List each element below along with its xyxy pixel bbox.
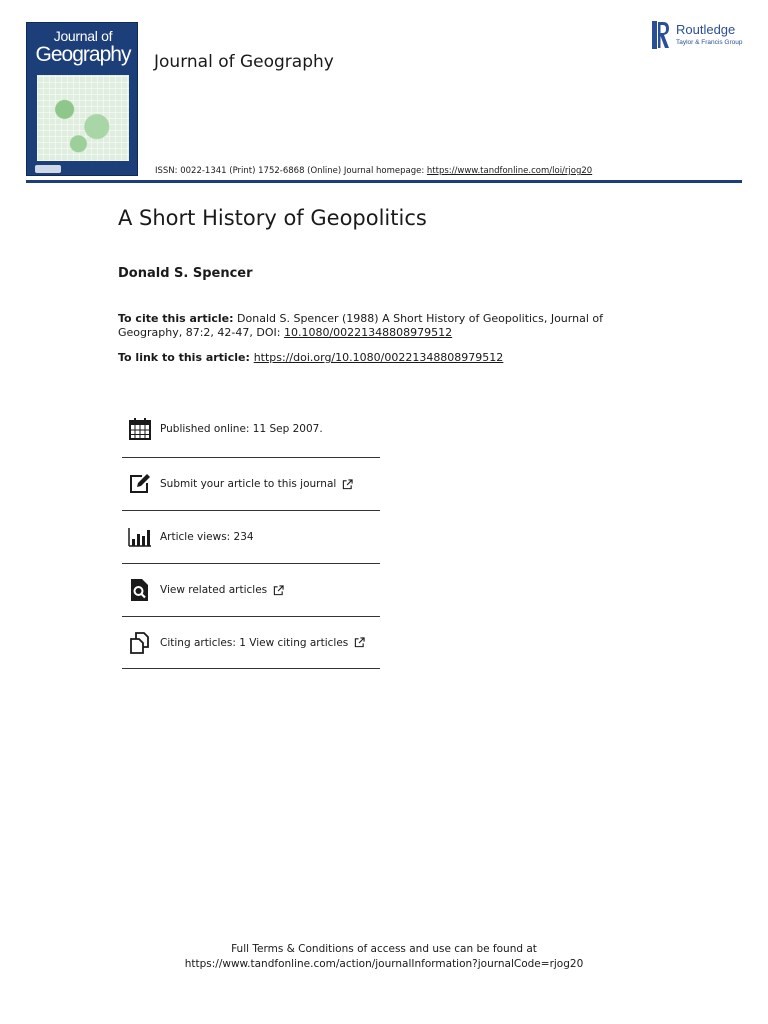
citing-articles-row[interactable] [122, 617, 380, 669]
cover-title [27, 29, 138, 65]
cover-title-line2: Geography [35, 43, 131, 66]
footer-line-1: Full Terms & Conditions of access and use can be found at [231, 943, 537, 955]
published-online-row [122, 400, 380, 458]
article-doi-link[interactable]: https://doi.org/10.1080/00221348808979512 [253, 351, 504, 364]
external-link-icon [273, 585, 284, 596]
external-link-icon [342, 479, 353, 490]
cover-title-line1: Journal of [53, 28, 113, 44]
related-articles-row[interactable] [122, 564, 380, 617]
citation-block [118, 312, 638, 340]
external-link-icon [354, 637, 365, 648]
article-title: A Short History of Geopolitics [118, 206, 427, 230]
citing-documents-icon [128, 631, 152, 655]
calendar-icon [128, 417, 152, 441]
cite-doi-link[interactable]: 10.1080/00221348808979512 [283, 326, 453, 339]
submit-article-row[interactable] [122, 458, 380, 511]
published-online-text: Published online: 11 Sep 2007. [160, 422, 323, 435]
submit-article-link[interactable]: Submit your article to this journal [160, 478, 337, 490]
journal-cover-image [26, 22, 138, 176]
journal-homepage-link[interactable]: https://www.tandfonline.com/loi/rjog20 [426, 166, 593, 176]
citing-articles-link[interactable]: Citing articles: 1 View citing articles [160, 636, 349, 649]
bar-chart-icon [128, 525, 152, 549]
cite-label: To cite this article: [118, 312, 234, 325]
edit-pencil-icon [128, 472, 152, 496]
link-label: To link to this article: [118, 351, 254, 364]
issn-line [155, 166, 592, 176]
article-views-row [122, 511, 380, 564]
cite-text: Donald S. Spencer (1988) A Short History of Geopolitics, Journal of Geography, 87:2, 42-47, DOI: [118, 312, 603, 339]
article-author: Donald S. Spencer [118, 266, 253, 281]
header-divider [26, 180, 742, 183]
cover-map-graphic [37, 75, 129, 161]
article-views-text: Article views: 234 [160, 531, 254, 543]
footer-terms-url[interactable]: https://www.tandfonline.com/action/journalInformation?journalCode=rjog20 [184, 958, 584, 970]
routledge-logo-icon [652, 21, 670, 49]
related-articles-link[interactable]: View related articles [160, 584, 268, 596]
footer-terms [0, 942, 768, 972]
document-search-icon [128, 578, 152, 602]
publisher-logo [652, 21, 752, 51]
article-metrics-list [122, 400, 380, 669]
publisher-name: Routledge [676, 22, 736, 37]
publisher-subtitle: Taylor & Francis Group [676, 39, 743, 46]
article-link-block [118, 351, 503, 364]
journal-name: Journal of Geography [154, 52, 334, 72]
issn-text: ISSN: 0022-1341 (Print) 1752-6868 (Online) Journal homepage: [155, 166, 427, 176]
cover-publisher-logo [35, 165, 61, 173]
